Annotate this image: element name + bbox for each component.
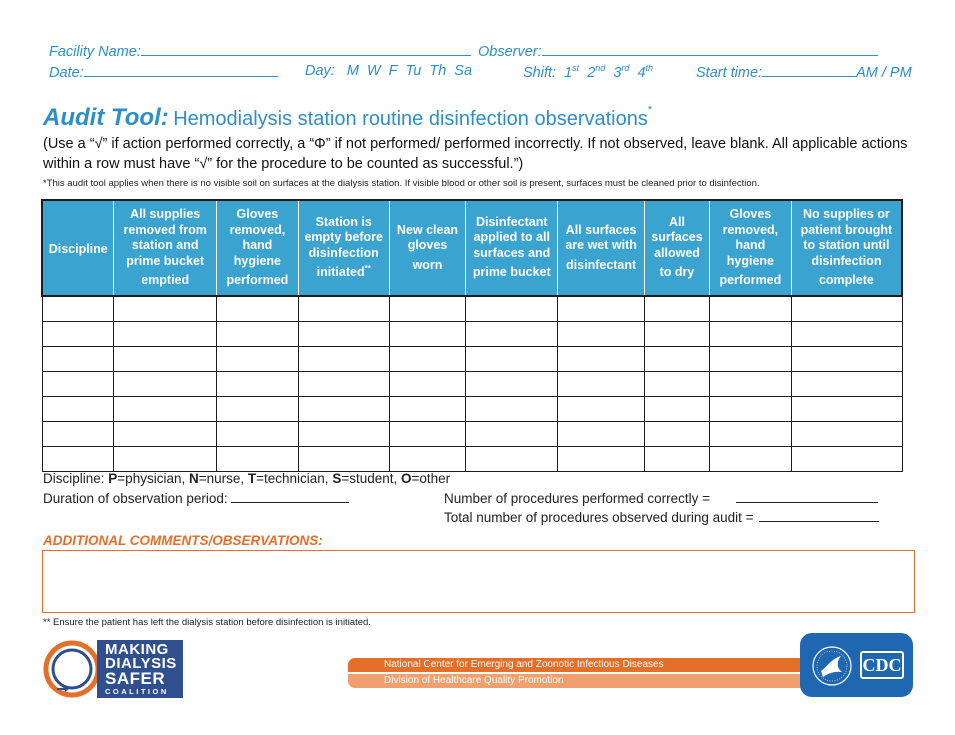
table-cell[interactable] — [558, 396, 645, 421]
table-cell[interactable] — [114, 446, 217, 471]
table-cell[interactable] — [466, 396, 558, 421]
observer-row — [478, 42, 878, 60]
table-cell[interactable] — [42, 396, 114, 421]
am-pm-label[interactable]: AM / PM — [856, 65, 912, 81]
column-header-label: All surfaces are wet with disinfectant — [565, 222, 637, 272]
shift-option-1[interactable]: 1st — [564, 63, 580, 81]
day-selector — [305, 63, 472, 79]
table-cell[interactable] — [558, 421, 645, 446]
column-header-3 — [298, 200, 389, 296]
table-cell[interactable] — [114, 321, 217, 346]
total-count-label: Total number of procedures observed during audit = — [444, 510, 754, 525]
column-header-8 — [709, 200, 791, 296]
table-cell[interactable] — [645, 321, 710, 346]
logo-line-1: MAKING — [105, 641, 169, 658]
legend-code: N — [188, 471, 199, 486]
column-header-2 — [216, 200, 298, 296]
legend-code: O — [401, 471, 412, 486]
start-time-label: Start time: — [696, 65, 763, 81]
table-cell[interactable] — [216, 296, 298, 321]
table-cell[interactable] — [216, 396, 298, 421]
table-cell[interactable] — [216, 446, 298, 471]
table-cell[interactable] — [42, 446, 114, 471]
table-cell[interactable] — [709, 296, 791, 321]
table-cell[interactable] — [216, 421, 298, 446]
column-header-9 — [791, 200, 902, 296]
table-cell[interactable] — [791, 421, 902, 446]
table-row — [42, 346, 902, 371]
legend-code: P — [108, 471, 118, 486]
day-option-sa[interactable]: Sa — [454, 63, 473, 79]
legend-code: S — [332, 471, 342, 486]
table-cell[interactable] — [466, 321, 558, 346]
table-cell[interactable] — [389, 296, 466, 321]
correct-count-row — [444, 490, 878, 506]
column-header-4 — [389, 200, 466, 296]
total-count-row — [444, 509, 879, 525]
table-row — [42, 296, 902, 321]
correct-count-label: Number of procedures performed correctly = — [444, 491, 710, 506]
table-cell[interactable] — [298, 296, 389, 321]
column-header-mark: ** — [364, 264, 371, 274]
start-time-row — [696, 63, 912, 81]
duration-field[interactable] — [231, 490, 349, 503]
table-cell[interactable] — [709, 446, 791, 471]
table-cell[interactable] — [791, 446, 902, 471]
table-cell[interactable] — [558, 346, 645, 371]
column-header-label: Discipline — [48, 242, 108, 257]
comments-box[interactable] — [42, 550, 915, 613]
table-cell[interactable] — [791, 371, 902, 396]
table-cell[interactable] — [466, 371, 558, 396]
table-cell[interactable] — [114, 371, 217, 396]
observer-label: Observer: — [478, 44, 542, 60]
table-cell[interactable] — [791, 346, 902, 371]
date-label: Date: — [49, 65, 84, 81]
table-row — [42, 446, 902, 471]
observer-field[interactable] — [542, 42, 878, 56]
table-cell[interactable] — [466, 346, 558, 371]
table-cell[interactable] — [42, 321, 114, 346]
table-body — [42, 296, 902, 471]
table-cell[interactable] — [42, 421, 114, 446]
page-title — [43, 104, 652, 132]
table-cell[interactable] — [298, 396, 389, 421]
day-label: Day: — [305, 63, 335, 79]
title-asterisk: * — [647, 104, 653, 116]
column-header-label: Gloves removed, hand hygiene performed — [719, 207, 782, 288]
table-cell[interactable] — [216, 321, 298, 346]
table-cell[interactable] — [216, 371, 298, 396]
table-cell[interactable] — [709, 396, 791, 421]
shift-label: Shift: — [523, 64, 557, 81]
column-header-label: All surfaces allowed to dry — [651, 214, 703, 280]
table-cell[interactable] — [791, 296, 902, 321]
table-cell[interactable] — [42, 371, 114, 396]
table-cell[interactable] — [114, 296, 217, 321]
table-cell[interactable] — [389, 371, 466, 396]
cdc-logo — [800, 633, 913, 697]
column-header-label: Station is empty before disinfection initiated — [304, 214, 383, 280]
table-cell[interactable] — [466, 296, 558, 321]
day-option-w[interactable]: W — [366, 63, 381, 79]
shift-option-2[interactable]: 2nd — [587, 63, 606, 81]
table-row — [42, 321, 902, 346]
table-cell[interactable] — [389, 321, 466, 346]
shift-option-4[interactable]: 4th — [637, 63, 654, 81]
correct-count-field[interactable] — [736, 490, 878, 503]
applicability-note: *This audit tool applies when there is no visible soil on surfaces at the dialysis station. If visible blood or other soil is present, surfaces must be cleaned prior to disinfection. — [43, 178, 760, 189]
table-cell[interactable] — [558, 321, 645, 346]
logo-line-4: COALITION — [105, 687, 169, 696]
table-cell[interactable] — [389, 446, 466, 471]
column-header-label: Disinfectant applied to all surfaces and prime bucket — [472, 214, 551, 280]
table-cell[interactable] — [114, 346, 217, 371]
day-option-m[interactable]: M — [346, 63, 359, 79]
logo-wordmark — [97, 640, 183, 698]
table-cell[interactable] — [645, 346, 710, 371]
table-cell[interactable] — [791, 321, 902, 346]
instructions: (Use a “√” if action performed correctly, a “Φ” if not performed/ performed incorrectly. If not observed, leave blank. All applicable actions within a row must have “√” for the procedure to be counted as successful.”) — [43, 136, 908, 172]
day-option-f[interactable]: F — [388, 63, 398, 79]
table-cell[interactable] — [791, 396, 902, 421]
table-cell[interactable] — [709, 421, 791, 446]
audit-table — [41, 199, 903, 472]
day-option-tu[interactable]: Tu — [405, 63, 422, 79]
table-cell[interactable] — [389, 396, 466, 421]
table-cell[interactable] — [558, 296, 645, 321]
shift-option-3[interactable]: 3rd — [613, 63, 630, 81]
column-header-label: All supplies removed from station and prime bucket emptied — [123, 207, 207, 288]
footer-bar-center — [348, 658, 806, 672]
total-count-field[interactable] — [759, 509, 879, 522]
table-cell[interactable] — [709, 321, 791, 346]
table-cell[interactable] — [645, 421, 710, 446]
table-cell[interactable] — [709, 371, 791, 396]
legend-text: =physician, — [117, 471, 189, 486]
table-cell[interactable] — [645, 296, 710, 321]
table-cell[interactable] — [114, 421, 217, 446]
table-cell[interactable] — [645, 396, 710, 421]
column-header-label: Gloves removed, hand hygiene performed — [226, 207, 289, 288]
table-cell[interactable] — [42, 346, 114, 371]
footer-bar-division — [348, 674, 806, 688]
facility-name-field[interactable] — [141, 42, 471, 56]
logo-line-2: DIALYSIS — [105, 655, 177, 672]
date-field[interactable] — [84, 63, 278, 77]
table-cell[interactable] — [216, 346, 298, 371]
table-cell[interactable] — [645, 371, 710, 396]
table-cell[interactable] — [466, 421, 558, 446]
column-header-6 — [558, 200, 645, 296]
facility-name-row — [49, 42, 471, 60]
table-row — [42, 371, 902, 396]
table-cell[interactable] — [298, 421, 389, 446]
table-cell[interactable] — [114, 396, 217, 421]
table-cell[interactable] — [298, 446, 389, 471]
shift-selector — [523, 63, 653, 81]
column-header-label: No supplies or patient brought to station until disinfection complete — [800, 207, 893, 288]
table-cell[interactable] — [709, 346, 791, 371]
title-sub: Hemodialysis station routine disinfection observations — [173, 108, 648, 130]
table-header-row — [42, 200, 902, 296]
footer-division-name: Division of Healthcare Quality Promotion — [384, 675, 564, 686]
cdc-wordmark: CDC — [860, 651, 904, 679]
legend-text: =student, — [341, 471, 401, 486]
duration-label: Duration of observation period: — [43, 491, 228, 506]
column-header-5 — [466, 200, 558, 296]
table-cell[interactable] — [558, 371, 645, 396]
legend-prefix: Discipline: — [43, 471, 109, 486]
ring-arrow-icon — [41, 639, 103, 699]
table-cell[interactable] — [389, 346, 466, 371]
table-cell[interactable] — [298, 371, 389, 396]
table-cell[interactable] — [466, 446, 558, 471]
table-row — [42, 421, 902, 446]
table-cell[interactable] — [42, 296, 114, 321]
logo-line-3: SAFER — [105, 669, 166, 688]
footnote: ** Ensure the patient has left the dialysis station before disinfection is initiated. — [43, 617, 371, 628]
legend-text: =nurse, — [198, 471, 248, 486]
footer-center-name: National Center for Emerging and Zoonotic Infectious Diseases — [384, 659, 664, 670]
legend-text: =other — [411, 471, 451, 486]
facility-name-label: Facility Name: — [49, 44, 141, 60]
column-header-1 — [114, 200, 217, 296]
table-cell[interactable] — [298, 346, 389, 371]
table-cell[interactable] — [389, 421, 466, 446]
legend-code: T — [247, 471, 257, 486]
date-row — [49, 63, 278, 81]
comments-heading: ADDITIONAL COMMENTS/OBSERVATIONS: — [43, 533, 323, 548]
start-time-field[interactable] — [762, 63, 856, 77]
title-main: Audit Tool: — [43, 104, 169, 131]
column-header-label: New clean gloves worn — [396, 222, 459, 272]
table-cell[interactable] — [298, 321, 389, 346]
table-cell[interactable] — [645, 446, 710, 471]
column-header-7 — [645, 200, 710, 296]
hhs-eagle-seal-icon — [811, 645, 853, 687]
table-cell[interactable] — [558, 446, 645, 471]
legend-text: =technician, — [256, 471, 333, 486]
duration-row — [43, 490, 349, 506]
day-option-th[interactable]: Th — [429, 63, 447, 79]
column-header-0 — [42, 200, 114, 296]
table-row — [42, 396, 902, 421]
making-dialysis-safer-logo — [41, 639, 183, 699]
discipline-legend — [43, 471, 450, 486]
